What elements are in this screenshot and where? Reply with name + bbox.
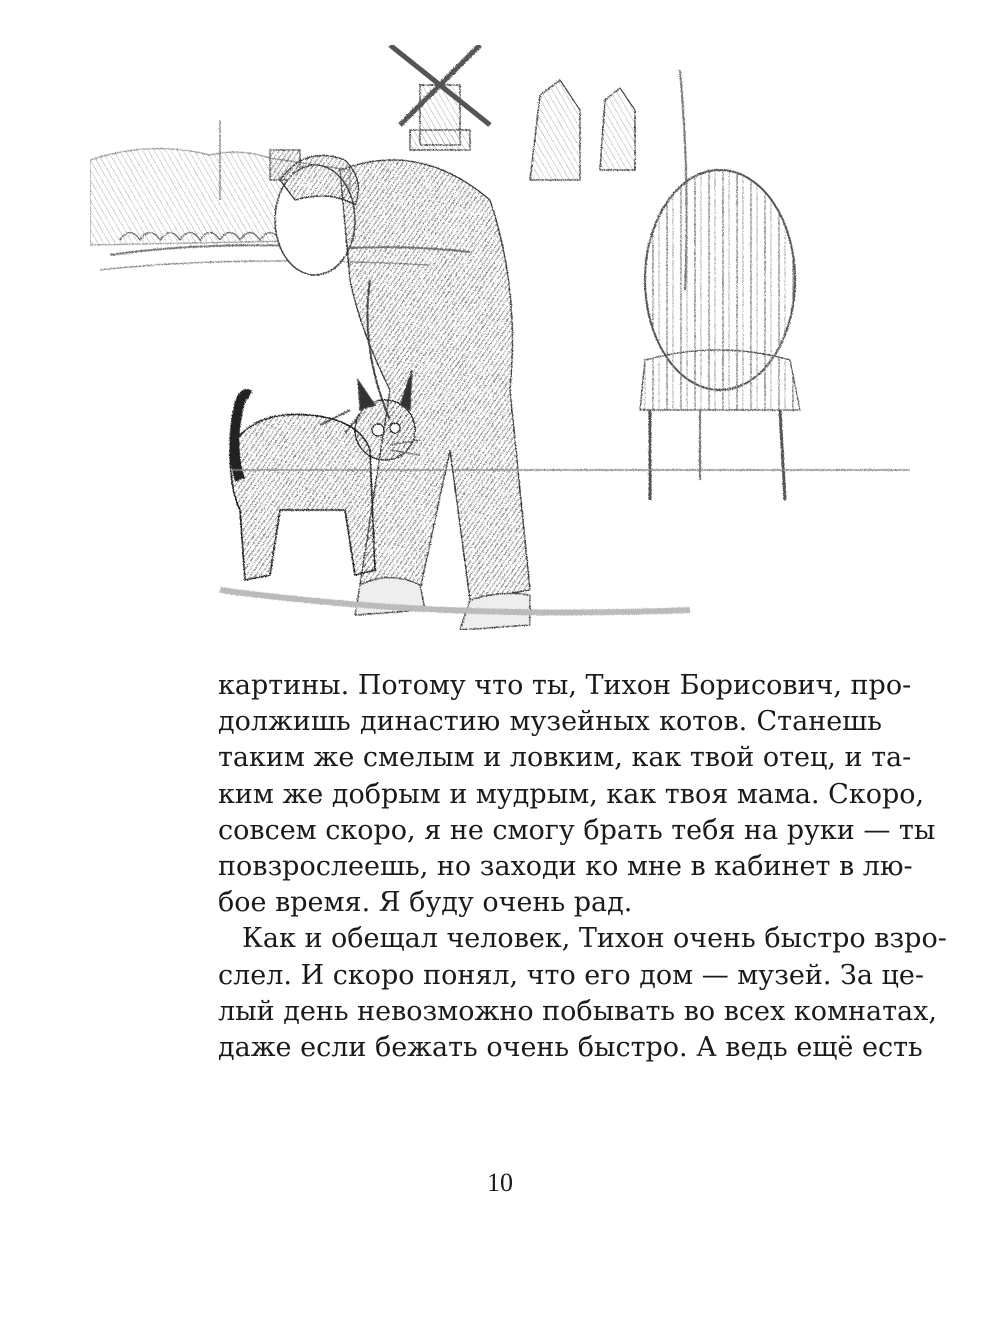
windmill	[390, 45, 490, 150]
pencil-illustration	[90, 30, 910, 640]
text-line: повзрослеешь, но заходи ко мне в кабинет в лю-	[218, 850, 913, 882]
text-line: таким же смелым и ловким, как твой отец, и та-	[218, 742, 912, 774]
striped-armchair	[640, 170, 800, 500]
text-line: совсем скоро, я не смогу брать тебя на руки — ты	[218, 814, 936, 846]
text-line: даже если бежать очень быстро. А ведь ещё есть	[218, 1031, 923, 1063]
text-line: лый день невозможно побывать во всех комнатах,	[218, 995, 937, 1027]
man-bending	[275, 156, 530, 631]
page-number: 10	[487, 1168, 513, 1197]
text-line: картины. Потому что ты, Тихон Борисович, про-	[218, 670, 912, 701]
text-line: должишь династию музейных котов. Станешь	[218, 706, 882, 738]
text-line: ким же добрым и мудрым, как твоя мама. Скоро,	[218, 778, 925, 810]
text-line: бое время. Я буду очень рад.	[218, 887, 633, 919]
body-text	[218, 668, 947, 1066]
text-line: Как и обещал человек, Тихон очень быстро взро-	[242, 923, 947, 955]
text-line: слел. И скоро понял, что его дом — музей. За це-	[218, 959, 925, 991]
